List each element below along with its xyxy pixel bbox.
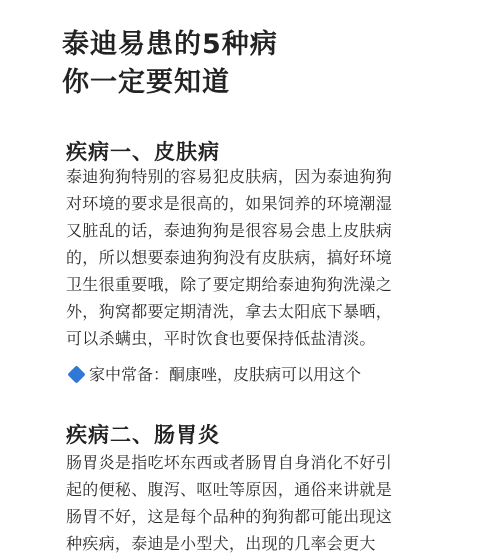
paragraph-line: 肠胃不好，这是每个品种的狗狗都可能出现这 [66, 507, 393, 526]
paragraph-line: 外，狗窝都要定期清洗，拿去太阳底下暴晒， [66, 302, 393, 321]
medicine-note [66, 361, 466, 388]
paragraph-line: 又脏乱的话，泰迪狗狗是很容易会患上皮肤病 [66, 221, 393, 240]
paragraph-line: 可以杀螨虫，平时饮食也要保持低盐清淡。 [66, 329, 376, 348]
article-title [62, 26, 482, 102]
title-line-1: 泰迪易患的5种病 [62, 29, 278, 60]
section-heading-skin-disease: 疾病一、皮肤病 [66, 140, 220, 164]
paragraph-line: 卫生很重要哦，除了要定期给泰迪狗狗洗澡之 [66, 275, 393, 294]
section-body-skin-disease [66, 163, 426, 352]
title-line-2: 你一定要知道 [62, 67, 230, 98]
paragraph-line: 种疾病，泰迪是小型犬，出现的几率会更大 [66, 534, 376, 553]
section-heading-gastroenteritis: 疾病二、肠胃炎 [66, 423, 220, 447]
medicine-note-text: 家中常备：酮康唑，皮肤病可以用这个 [89, 365, 362, 384]
paragraph-line: 的，所以想要泰迪狗狗没有皮肤病，搞好环境 [66, 248, 393, 267]
paragraph-line: 对环境的要求是很高的，如果饲养的环境潮湿 [66, 194, 393, 213]
paragraph-line: 泰迪狗狗特别的容易犯皮肤病，因为泰迪狗狗 [66, 167, 393, 186]
blue-diamond-icon [67, 365, 85, 383]
paragraph-line: 起的便秘、腹泻、呕吐等原因，通俗来讲就是 [66, 480, 393, 499]
paragraph-line: 肠胃炎是指吃坏东西或者肠胃自身消化不好引 [66, 453, 393, 472]
section-body-gastroenteritis [66, 449, 426, 557]
